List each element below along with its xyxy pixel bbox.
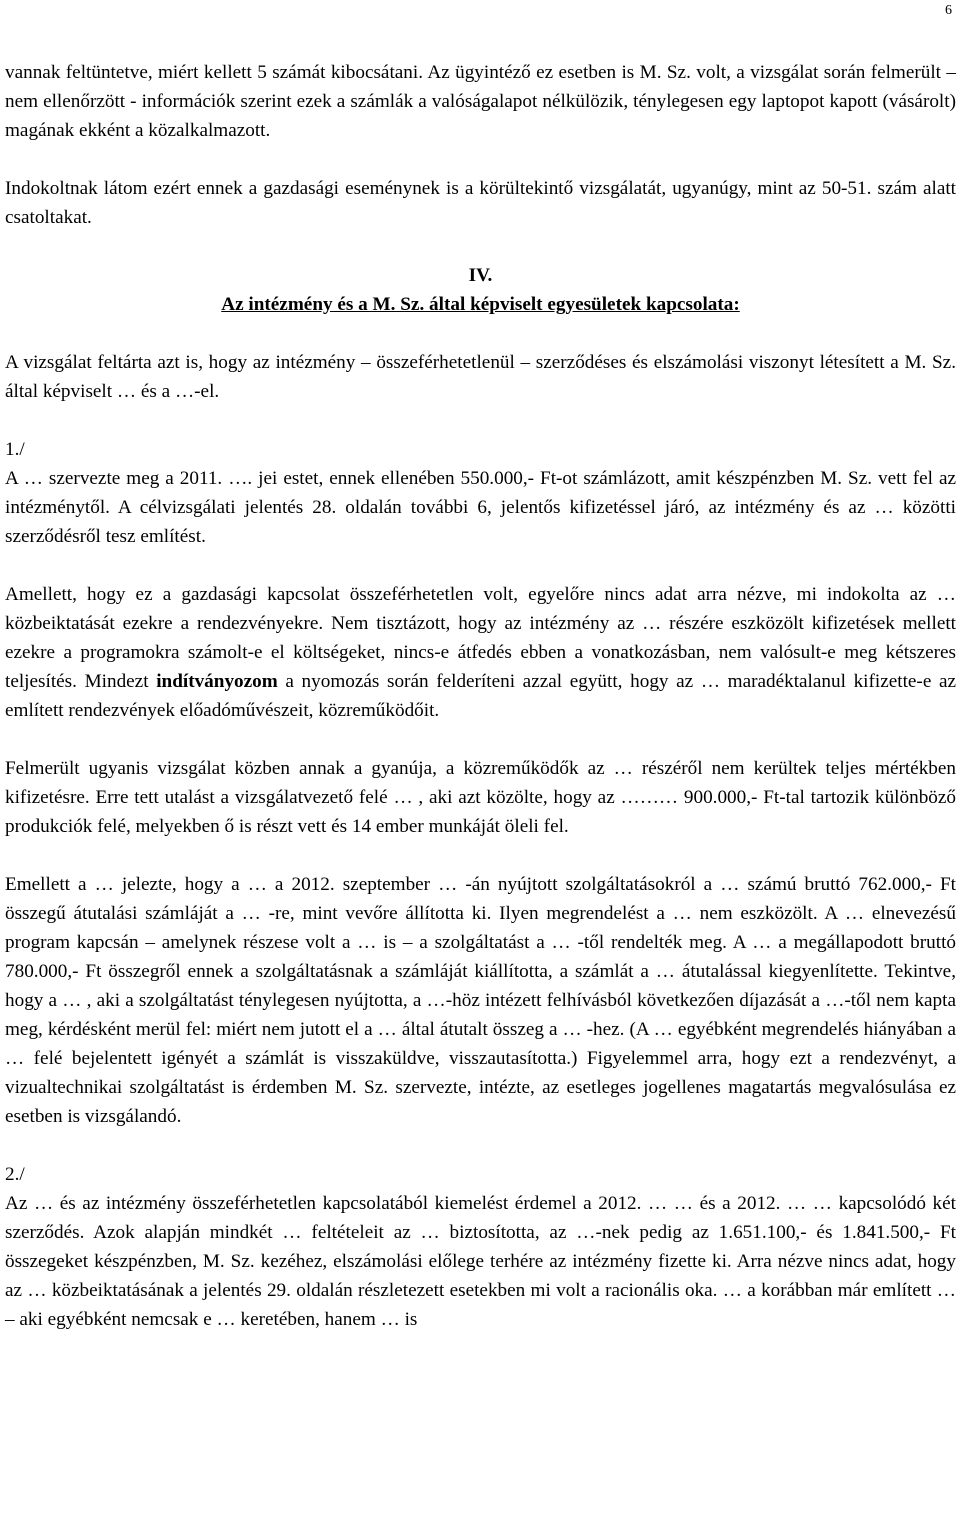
paragraph-5-text-a: Amellett, hogy ez a gazdasági kapcsolat összeférhetetlen volt, egyelőre nincs adat arra nézve, mi indokolta az … közbeiktatását ezekre a rendezvényekre. Nem tisztázott, hogy az intézmény az … részére eszközölt kifizetések mellett ezekre a programokra számolt-e el költségeket, nincs-e átfedés ebben a vonatkozásban, nem valósult-e meg kétszeres teljesítés. Mindezt (5, 584, 956, 692)
document-body (5, 58, 956, 1334)
item-label-1: 1./ (5, 439, 25, 460)
paragraph-8: Az … és az intézmény összeférhetetlen kapcsolatából kiemelést érdemel a 2012. … … és a 2012. … … kapcsolódó két szerződés. Azok alapján mindkét … feltételeit az … biztosította, az …-nek pedig az 1.651.100,- és 1.841.500,- Ft összegeket készpénzben, M. Sz. kezéhez, elszámolási előlege terhére az intézmény fizette ki. Arra nézve nincs adat, hogy az … közbeiktatásának a jelentés 29. oldalán részletezett esetekben mi volt a racionális oka. … a korábban már említett … – aki egyébként nemcsak e … keretében, hanem … is (5, 1193, 956, 1330)
paragraph-1: vannak feltüntetve, miért kellett 5 számát kibocsátani. Az ügyintéző ez esetben is M. Sz. volt, a vizsgálat során felmerült – nem ellenőrzött - információk szerint ezek a számlák a valóságalapot nélkülözik, ténylegesen egy laptopot kapott (vásárolt) magának ekként a közalkalmazott. (5, 62, 956, 141)
page-number: 6 (945, 3, 952, 18)
paragraph-4: A … szervezte meg a 2011. …. jei estet, ennek ellenében 550.000,- Ft-ot számlázott, amit készpénzben M. Sz. vett fel az intézménytől. A célvizsgálati jelentés 28. oldalán további 6, jelentős kifizetéssel járó, az intézmény és az … közötti szerződésről tesz említést. (5, 468, 956, 547)
paragraph-5 (5, 580, 956, 725)
paragraph-6: Felmerült ugyanis vizsgálat közben annak a gyanúja, a közreműködők az … részéről nem kerültek teljes mértékben kifizetésre. Erre tett utalást a vizsgálatvezető felé … , aki azt közölte, hogy az ……… 900.000,- Ft-tal tartozik különböző produkciók felé, melyekben ő is részt vett és 14 ember munkáját öleli fel. (5, 758, 956, 837)
paragraph-5-text-b: a nyomozás során felderíteni azzal együtt, hogy az … maradéktalanul kifizette-e az említett rendezvények előadóművészeit, közreműködőit. (5, 671, 957, 721)
paragraph-3: A vizsgálat feltárta azt is, hogy az intézmény – összeférhetetlenül – szerződéses és elszámolási viszonyt létesített a M. Sz. által képviselt … és a …-el. (5, 352, 956, 402)
paragraph-2: Indokoltnak látom ezért ennek a gazdasági eseménynek is a körültekintő vizsgálatát, ugyanúgy, mint az 50-51. szám alatt csatoltakat. (5, 178, 956, 228)
paragraph-5-bold-word: indítványozom (156, 671, 278, 692)
section-number: IV. (468, 265, 493, 286)
section-title: Az intézmény és a M. Sz. által képviselt egyesületek kapcsolata: (221, 294, 740, 315)
paragraph-7: Emellett a … jelezte, hogy a … a 2012. szeptember … -án nyújtott szolgáltatásokról a … számú bruttó 762.000,- Ft összegű átutalási számláját a … -re, mint vevőre állította ki. Ilyen megrendelést a … nem eszközölt. A … elnevezésű program kapcsán – amelynek részese volt a … is – a szolgáltatást a … -től rendelték meg. A … a megállapodott bruttó 780.000,- Ft összegről ennek a szolgáltatásnak a számláját kiállította, a számlát a … átutalással kiegyenlítette. Tekintve, hogy a … , aki a szolgáltatást ténylegesen nyújtotta, a …-höz intézett felhívásból következően díjazását a …-től nem kapta meg, kérdésként merül fel: miért nem jutott el a … által átutalt összeg a … -hez. (A … egyébként megrendelés hiányában a … felé bejelentett igényét a számlát is visszaküldve, visszautasította.) Figyelemmel arra, hogy ezt a rendezvényt, a vizualtechnikai szolgáltatást is érdemben M. Sz. szervezte, intézte, az esetleges jogellenes magatartás megvalósulása ez esetben is vizsgálandó. (5, 874, 956, 1127)
item-label-2: 2./ (5, 1164, 25, 1185)
